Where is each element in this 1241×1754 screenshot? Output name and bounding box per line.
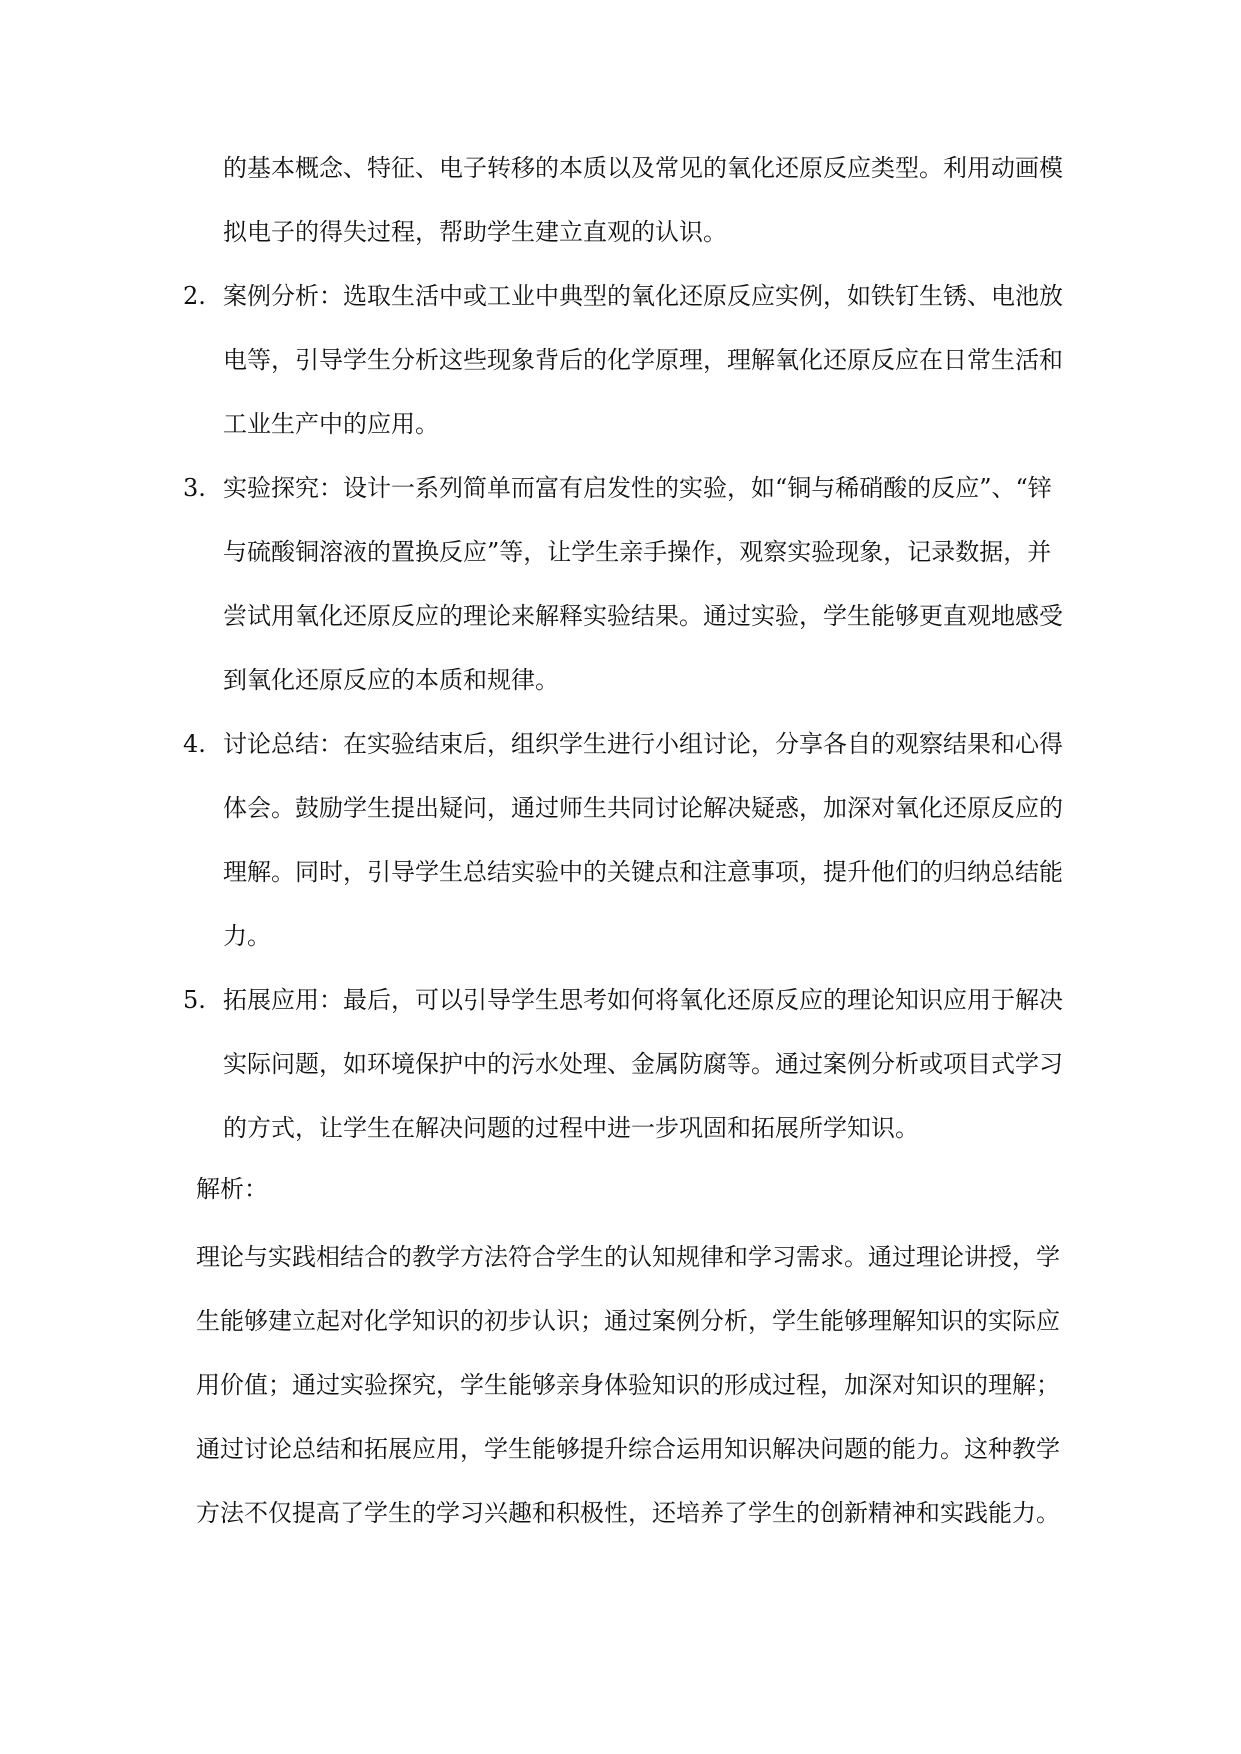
list-item-1-line-1: 的基本概念、特征、电子转移的本质以及常见的氧化还原反应类型。利用动画模: [223, 154, 1063, 182]
list-item-5-line-2: 实际问题，如环境保护中的污水处理、金属防腐等。通过案例分析或项目式学习: [223, 1050, 1063, 1078]
analysis-line-5: 方法不仅提高了学生的学习兴趣和积极性，还培养了学生的创新精神和实践能力。: [196, 1499, 1060, 1527]
list-number-2: 2.: [183, 282, 206, 310]
list-number-4: 4.: [183, 730, 206, 758]
list-item-2-line-3: 工业生产中的应用。: [223, 410, 439, 438]
analysis-line-3: 用价值；通过实验探究，学生能够亲身体验知识的形成过程，加深对知识的理解；: [196, 1371, 1060, 1399]
list-number-5: 5.: [183, 986, 206, 1014]
analysis-line-4: 通过讨论总结和拓展应用，学生能够提升综合运用知识解决问题的能力。这种教学: [196, 1435, 1060, 1463]
list-item-1-line-2: 拟电子的得失过程，帮助学生建立直观的认识。: [223, 218, 727, 246]
list-item-4-line-3: 理解。同时，引导学生总结实验中的关键点和注意事项，提升他们的归纳总结能: [223, 858, 1063, 886]
list-item-5-line-3: 的方式，让学生在解决问题的过程中进一步巩固和拓展所学知识。: [223, 1114, 919, 1142]
list-item-4-line-1: 讨论总结：在实验结束后，组织学生进行小组讨论，分享各自的观察结果和心得: [223, 730, 1063, 758]
list-item-4-line-4: 力。: [223, 922, 271, 950]
list-item-2-line-2: 电等，引导学生分析这些现象背后的化学原理，理解氧化还原反应在日常生活和: [223, 346, 1063, 374]
list-number-3: 3.: [183, 474, 206, 502]
list-item-3-line-4: 到氧化还原反应的本质和规律。: [223, 666, 559, 694]
list-item-3-line-3: 尝试用氧化还原反应的理论来解释实验结果。通过实验，学生能够更直观地感受: [223, 602, 1063, 630]
analysis-heading: 解析：: [196, 1175, 268, 1203]
analysis-line-1: 理论与实践相结合的教学方法符合学生的认知规律和学习需求。通过理论讲授，学: [196, 1243, 1060, 1271]
list-item-3-line-1: 实验探究：设计一系列简单而富有启发性的实验，如“铜与稀硝酸的反应”、“锌: [223, 474, 1052, 502]
list-item-3-line-2: 与硫酸铜溶液的置换反应”等，让学生亲手操作，观察实验现象，记录数据，并: [223, 538, 1052, 566]
analysis-line-2: 生能够建立起对化学知识的初步认识；通过案例分析，学生能够理解知识的实际应: [196, 1307, 1060, 1335]
list-item-4-line-2: 体会。鼓励学生提出疑问，通过师生共同讨论解决疑惑，加深对氧化还原反应的: [223, 794, 1063, 822]
list-item-5-line-1: 拓展应用：最后，可以引导学生思考如何将氧化还原反应的理论知识应用于解决: [223, 986, 1063, 1014]
list-item-2-line-1: 案例分析：选取生活中或工业中典型的氧化还原反应实例，如铁钉生锈、电池放: [223, 282, 1063, 310]
